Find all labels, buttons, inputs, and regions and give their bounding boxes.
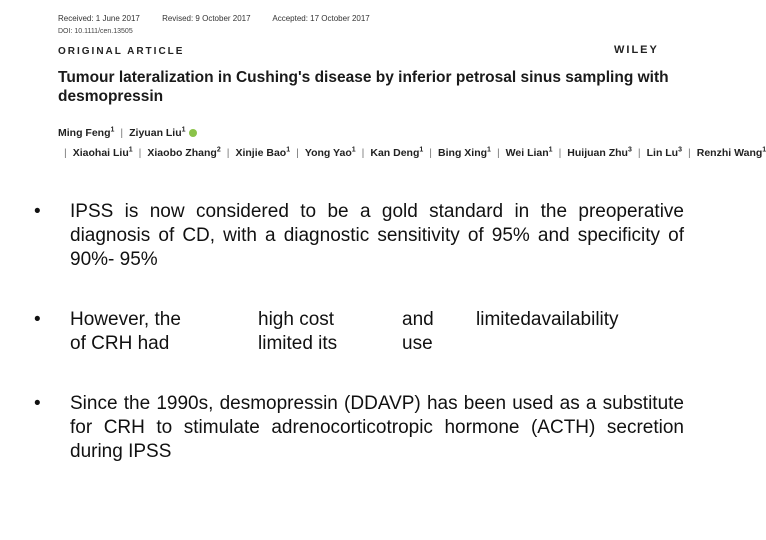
bullet-text: IPSS is now considered to be a gold standard in the preoperative diagnosis of CD, with a diagnostic sensitivity of 95% and specificity of 90%- 95% — [70, 201, 684, 270]
author-name: Lin Lu$^3$ — [646, 146, 683, 159]
doi: DOI: 10.1111/cen.13505 — [58, 28, 133, 35]
author-separator: | — [64, 147, 67, 159]
author-name: Ziyuan Liu$^1$ — [129, 127, 196, 139]
bullet-text-line: and — [402, 309, 434, 330]
bullet-text-line: of CRH had — [70, 333, 170, 354]
section-label: ORIGINAL ARTICLE — [58, 46, 185, 57]
accepted-date: Accepted: 17 October 2017 — [272, 14, 370, 23]
author-name: Bing Xing$^1$ — [438, 146, 491, 159]
author-separator: | — [688, 147, 691, 159]
author-separator: | — [558, 147, 562, 159]
author-name: Yong Yao$^1$ — [304, 146, 356, 159]
bullet-text-line: limited its — [258, 333, 338, 354]
author-separator: | — [296, 147, 299, 159]
bullet-icon: • — [34, 393, 41, 414]
author-name: Kan Deng$^1$ — [370, 146, 424, 159]
publisher-logo: WILEY — [614, 44, 659, 56]
author-separator: | — [361, 147, 365, 159]
author-separator: | — [429, 147, 433, 159]
article-title: Tumour lateralization in Cushing's disease by inferior petrosal sinus sampling with desmopressin — [58, 69, 669, 105]
bullet-icon: • — [34, 309, 41, 330]
bullet-text-line: use — [402, 333, 433, 354]
bullet-item — [34, 200, 684, 272]
bullet-item — [34, 392, 684, 464]
bullet-text-col — [70, 308, 258, 356]
bullet-icon: • — [34, 201, 41, 222]
article-header-image — [0, 0, 766, 165]
article-dates — [58, 14, 390, 23]
author-name: Wei Lian$^1$ — [505, 146, 553, 159]
author-name: Xiaohai Liu$^1$ — [72, 146, 133, 159]
bullet-text-line: limitedavailability — [476, 309, 619, 330]
author-name: Huijuan Zhu$^3$ — [567, 146, 632, 159]
orcid-icon — [189, 129, 197, 137]
author-name: Xiaobo Zhang$^2$ — [147, 146, 221, 159]
revised-date: Revised: 9 October 2017 — [162, 14, 251, 23]
bullet-item — [34, 308, 684, 356]
author-list — [58, 121, 766, 162]
author-separator: | — [120, 126, 124, 139]
author-name: Xinjie Bao$^1$ — [235, 146, 291, 159]
bullet-text — [70, 308, 684, 356]
author-separator: | — [226, 147, 230, 159]
author-separator: | — [496, 147, 500, 159]
bullet-text-col — [258, 308, 402, 356]
author-name: Renzhi Wang$^1$ — [696, 146, 766, 159]
bullet-text-col — [476, 308, 619, 356]
bullet-text-col — [402, 308, 476, 356]
author-separator: | — [637, 147, 641, 159]
bullet-text-line: However, the — [70, 309, 181, 330]
author-name: Ming Feng$^1$ — [58, 126, 115, 139]
received-date: Received: 1 June 2017 — [58, 14, 140, 23]
author-separator: | — [138, 147, 142, 159]
bullet-text-line: high cost — [258, 309, 335, 330]
bullet-text: Since the 1990s, desmopressin (DDAVP) has been used as a substitute for CRH to stimulate adrenocorticotropic hormone (ACTH) secretion during IPSS — [70, 393, 684, 462]
